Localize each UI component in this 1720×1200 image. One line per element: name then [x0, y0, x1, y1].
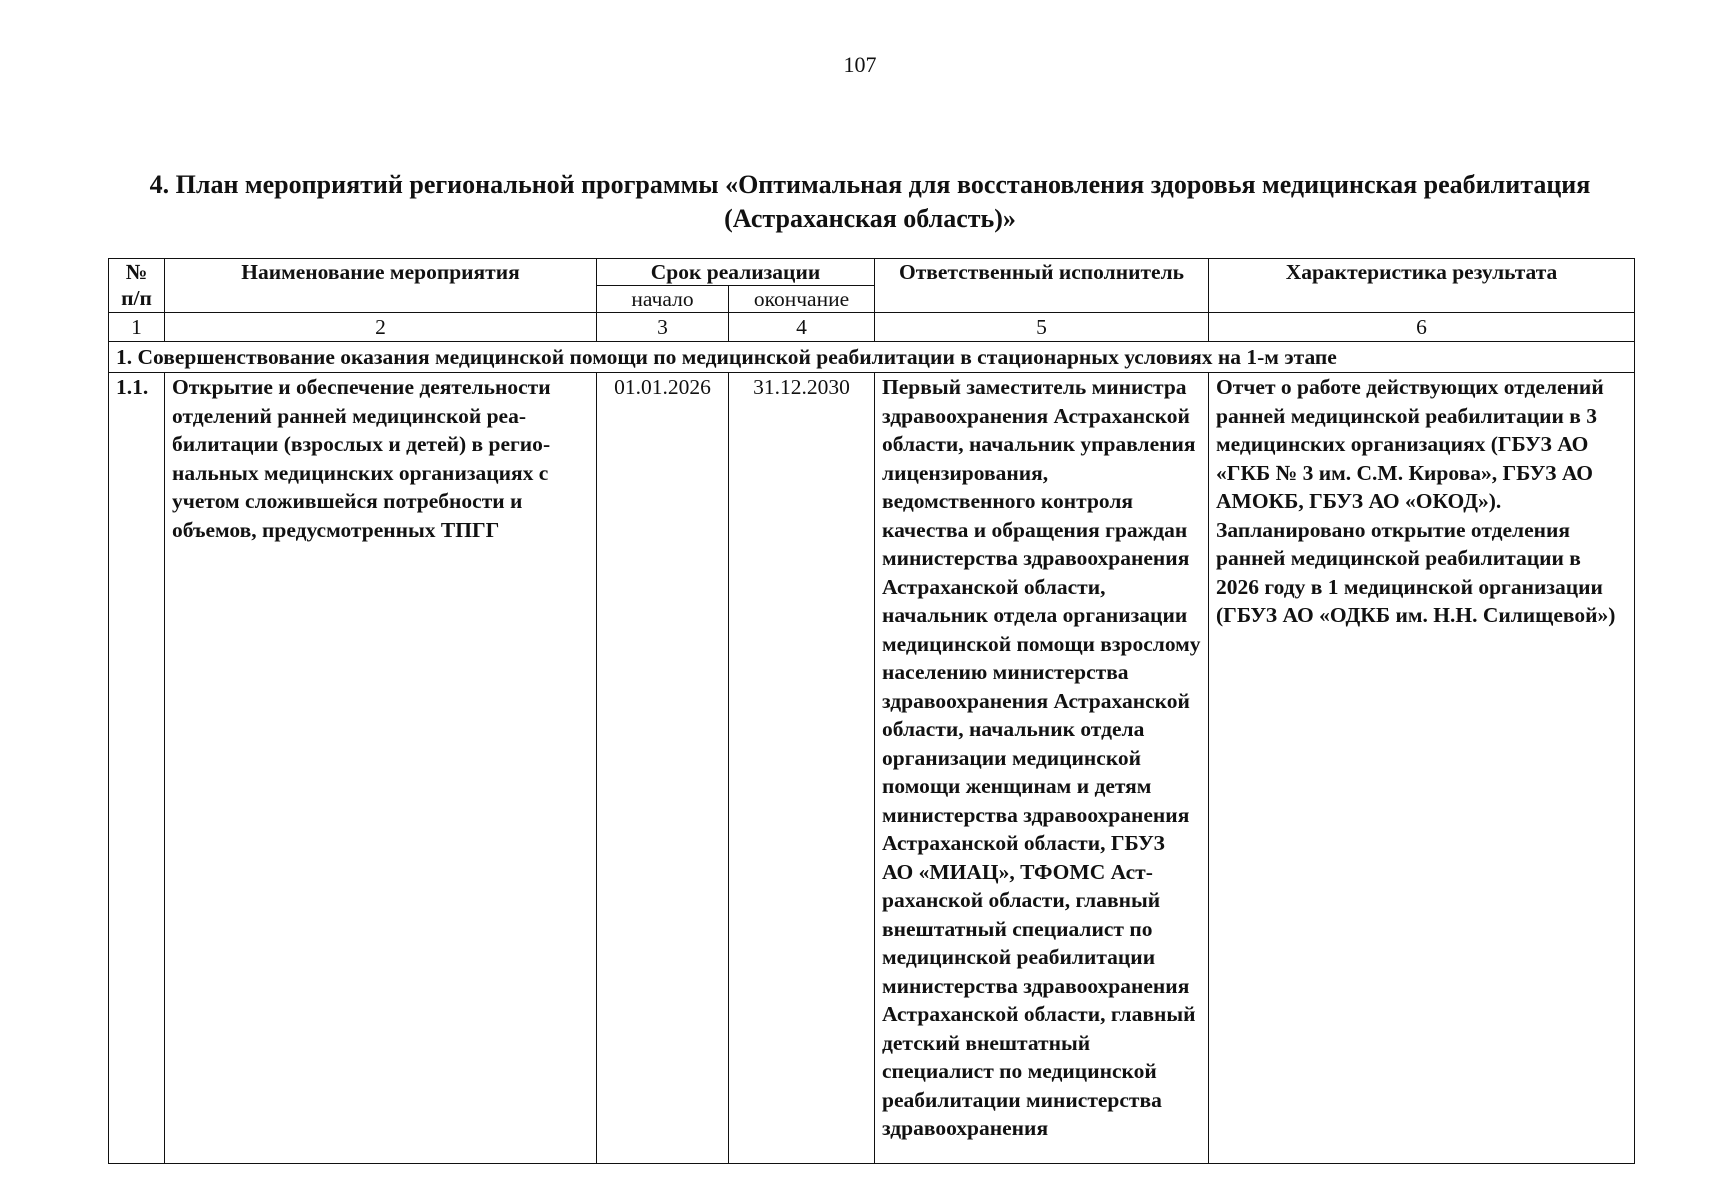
activity-plan-table — [108, 258, 1635, 1164]
column-number-row — [109, 313, 1635, 342]
header-result: Характеристика результата — [1209, 259, 1635, 313]
row-responsible: Первый заместитель министра здравоохранения Астраханской области, начальник управления лицензирования, ведомственного контроля качества и обращения граждан министерства здравоохранения Астраханской области, начальник отдела организации медицинской помощи взрослому населению министерства здравоохранения Астраханской области, начальник отдела организации медицинской помощи женщинам и детям министерства здравоохранения Астраханской области, ГБУЗ АО «МИАЦ», ТФОМС Астраханской области, главный внештатный специалист по медицинской реабилитации министерства здравоохранения Астраханской области, главный детский внештатный специалист по медицинской реабилитации министерства здравоохранения — [875, 373, 1209, 1164]
table-header-row — [109, 259, 1635, 286]
row-end-date: 31.12.2030 — [729, 373, 875, 1164]
section-title: 1. Совершенствование оказания медицинской помощи по медицинской реабилитации в стационарных условиях на 1-м этапе — [109, 342, 1635, 373]
column-number: 1 — [109, 313, 165, 342]
document-title-line-1: 4. План мероприятий региональной программы «Оптимальная для восстановления здоровья медицинская реабилитация — [149, 170, 1591, 199]
column-number: 5 — [875, 313, 1209, 342]
header-name: Наименование мероприятия — [165, 259, 597, 313]
header-responsible: Ответственный исполнитель — [875, 259, 1209, 313]
header-period: Срок реализации — [597, 259, 875, 286]
header-end: окончание — [729, 286, 875, 313]
table-row — [109, 373, 1635, 1164]
document-title-line-2: (Астраханская область)» — [724, 204, 1016, 233]
column-number: 4 — [729, 313, 875, 342]
row-result: Отчет о работе действующих отделений ранней медицинской реабилитации в 3 медицинских организациях (ГБУЗ АО «ГКБ № 3 им. С.М. Кирова», ГБУЗ АО АМОКБ, ГБУЗ АО «ОКОД»). Запланировано открытие отделения ранней медицинской реабилитации в 2026 году в 1 медицинской организации (ГБУЗ АО «ОДКБ им. Н.Н. Силищевой») — [1209, 373, 1635, 1164]
column-number: 2 — [165, 313, 597, 342]
header-start: начало — [597, 286, 729, 313]
document-title — [100, 168, 1640, 236]
column-number: 6 — [1209, 313, 1635, 342]
row-num: 1.1. — [109, 373, 165, 1164]
section-row — [109, 342, 1635, 373]
row-name: Открытие и обеспечение деятельности отделений ранней медицинской реабилитации (взрослых и детей) в региональных медицинских организациях с учетом сложившейся потребности и объемов, предусмотренных ТПГГ — [165, 373, 597, 1164]
page-number: 107 — [843, 52, 877, 77]
row-start-date: 01.01.2026 — [597, 373, 729, 1164]
header-num: № п/п — [109, 259, 165, 313]
column-number: 3 — [597, 313, 729, 342]
